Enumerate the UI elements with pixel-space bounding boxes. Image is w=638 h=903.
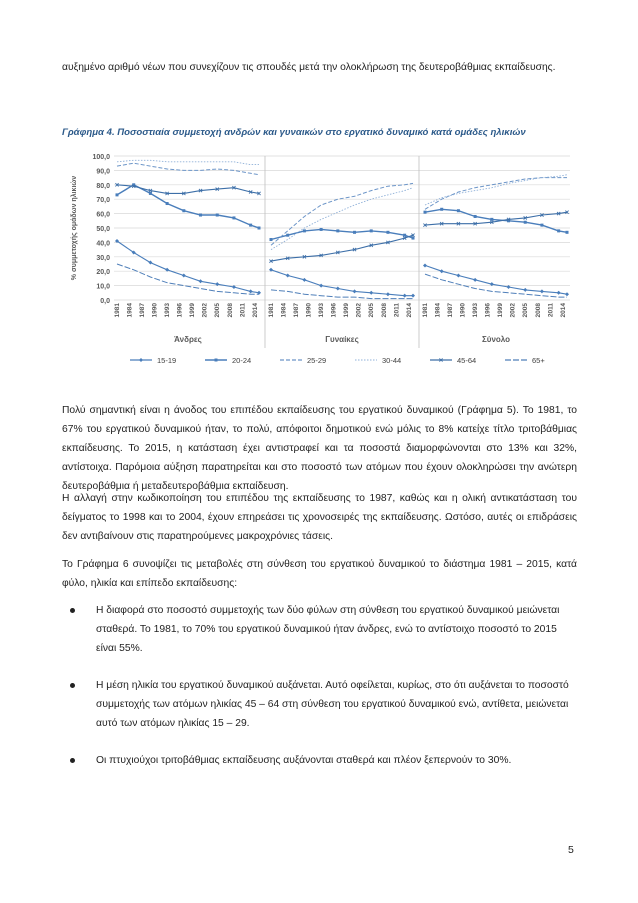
data-point	[403, 234, 406, 237]
x-tick-label: 1987	[139, 303, 147, 318]
bullet-text: Οι πτυχιούχοι τριτοβάθμιας εκπαίδευσης αυξάνονται σταθερά και πλέον ξεπερνούν το 30%.	[96, 755, 512, 766]
data-point	[440, 208, 443, 211]
x-tick-label: 1990	[305, 303, 313, 318]
x-tick-label: 1993	[318, 303, 326, 318]
x-tick-label: 1990	[151, 303, 159, 318]
y-tick-label: 0,0	[100, 298, 110, 305]
legend-label: 25-29	[307, 356, 327, 365]
x-tick-label: 2011	[393, 303, 401, 318]
data-point	[457, 209, 460, 212]
data-point	[199, 214, 202, 217]
x-tick-label: 1984	[280, 303, 288, 318]
x-tick-label: 2008	[534, 303, 542, 318]
bullet-item-gender	[62, 601, 577, 658]
panel-label: Σύνολο	[481, 335, 511, 344]
y-tick-label: 80,0	[96, 182, 110, 190]
paragraph-coding-change: Η αλλαγή στην κωδικοποίηση του επιπέδου της εκπαίδευσης το 1987, καθώς και η ολική αντικατάσταση του δείγματος το 1998 και το 2004, έχουν επηρεάσει τις χρονοσειρές της εκπαίδευσης. Ωστόσο, αυτές οι επιδράσεις δεν αντιβαίνουν στις παρατηρούμενες μακροχρόνιες τάσεις.	[62, 493, 577, 542]
x-tick-label: 2002	[509, 303, 517, 318]
legend-label: 65+	[532, 356, 545, 365]
x-tick-label: 1996	[484, 303, 492, 318]
bullet-text: Η μέση ηλικία του εργατικού δυναμικού αυξάνεται. Αυτό οφείλεται, κυρίως, στο ότι αυξάνεται το ποσοστό συμμετοχής των ατόμων ηλικίας 45 – 64 στη σύνθεση του εργατικού δυναμικού ενώ, αντίθετα, μειώνεται αυτό των ατόμων ηλικίας 15 – 29.	[96, 680, 569, 729]
bullet-dot-icon	[70, 608, 75, 613]
legend-marker	[215, 359, 218, 362]
chart-figure	[62, 148, 582, 374]
data-point	[557, 229, 560, 232]
data-point	[249, 224, 252, 227]
page-number: 5	[568, 844, 574, 856]
paragraph-graph6-intro: Το Γράφημα 6 συνοψίζει τις μεταβολές στη σύνθεση του εργατικού δυναμικού το διάστημα 1981 – 2015, κατά φύλο, ηλικία και επίπεδο εκπαίδευσης:	[62, 559, 577, 589]
data-point	[386, 231, 389, 234]
x-tick-label: 2005	[214, 303, 222, 318]
x-tick-label: 1984	[126, 303, 134, 318]
data-point	[303, 229, 306, 232]
legend-label: 15-19	[157, 356, 177, 365]
x-tick-label: 2014	[405, 303, 413, 318]
data-point	[524, 221, 527, 224]
y-tick-label: 10,0	[96, 283, 110, 291]
x-tick-label: 2002	[355, 303, 363, 318]
data-point	[336, 229, 339, 232]
data-point	[474, 215, 477, 218]
paragraph-education: Πολύ σημαντική είναι η άνοδος του επιπέδου εκπαίδευσης του εργατικού δυναμικού (Γράφημα 5). Το 1981, το 67% του εργατικού δυναμικού ήταν, το πολύ, απόφοιτοι δημοτικού ενώ μόλις το 8% κατείχε τίτλο τριτοβάθμιας εκπαίδευσης. Το 2015, η κατάσταση έχει αντιστραφεί και τα ποσοστά διαμορφώνονται στο 13% και 32%, αντίστοιχα. Παρόμοια αύξηση παρατηρείται και στο ποσοστό των ατόμων που έχουν ολοκληρώσει την ανώτερη δευτεροβάθμια ή μεταδευτεροβάθμια εκπαίδευση.	[62, 405, 577, 492]
x-tick-label: 1999	[497, 303, 505, 318]
data-point	[182, 209, 185, 212]
x-tick-label: 2005	[368, 303, 376, 318]
figure-caption: Γράφημα 4. Ποσοστιαία συμμετοχή ανδρών και γυναικών στο εργατικό δυναμικό κατά ομάδες ηλικιών	[62, 127, 526, 138]
data-point	[370, 229, 373, 232]
x-tick-label: 1993	[164, 303, 172, 318]
x-tick-label: 1999	[343, 303, 351, 318]
bullet-dot-icon	[70, 758, 75, 763]
x-tick-label: 1981	[268, 303, 275, 318]
x-tick-label: 1984	[434, 303, 442, 318]
y-tick-label: 40,0	[96, 240, 110, 248]
y-tick-label: 20,0	[96, 269, 110, 277]
data-point	[353, 231, 356, 234]
bullet-dot-icon	[70, 683, 75, 688]
data-point	[286, 234, 289, 237]
y-tick-label: 90,0	[96, 168, 110, 176]
x-tick-label: 2002	[201, 303, 209, 318]
x-tick-label: 1987	[293, 303, 301, 318]
y-tick-label: 60,0	[96, 211, 110, 219]
legend-label: 45-64	[457, 356, 477, 365]
panel-label: Άνδρες	[174, 335, 202, 344]
x-tick-label: 1993	[472, 303, 480, 318]
x-tick-label: 2008	[380, 303, 388, 318]
intro-paragraph: αυξημένο αριθμό νέων που συνεχίζουν τις σπουδές μετά την ολοκλήρωση της δευτεροβάθμιας εκπαίδευσης.	[62, 62, 556, 73]
data-point	[270, 238, 273, 241]
x-tick-label: 2014	[559, 303, 567, 318]
data-point	[424, 211, 427, 214]
x-tick-label: 1999	[189, 303, 197, 318]
bullet-text: Η διαφορά στο ποσοστό συμμετοχής των δύο φύλων στη σύνθεση του εργατικού δυναμικού μειώνεται σταθερά. Το 1981, το 70% του εργατικού δυναμικού ήταν άνδρες, ενώ το αντίστοιχο ποσοστό το 2015 είναι 55%.	[96, 605, 560, 654]
y-tick-label: 100,0	[92, 154, 110, 161]
x-tick-label: 1990	[459, 303, 467, 318]
x-tick-label: 1996	[176, 303, 184, 318]
x-tick-label: 2011	[239, 303, 247, 318]
x-tick-label: 1981	[422, 303, 429, 318]
data-point	[166, 202, 169, 205]
y-tick-label: 30,0	[96, 254, 110, 262]
bullet-list	[62, 601, 577, 770]
data-point	[490, 218, 493, 221]
bullet-item-tertiary	[62, 751, 577, 770]
chart-svg	[62, 148, 582, 374]
x-tick-label: 1981	[114, 303, 121, 318]
x-tick-label: 2008	[226, 303, 234, 318]
data-point	[216, 214, 219, 217]
data-point	[320, 228, 323, 231]
y-tick-label: 50,0	[96, 226, 110, 233]
x-tick-label: 2005	[522, 303, 530, 318]
bullet-item-age	[62, 676, 577, 733]
data-point	[232, 216, 235, 219]
data-point	[258, 227, 261, 230]
data-point	[566, 231, 569, 234]
x-tick-label: 2011	[547, 303, 555, 318]
panel-label: Γυναίκες	[325, 335, 359, 344]
data-point	[412, 237, 415, 240]
legend-label: 30-44	[382, 356, 402, 365]
y-tick-label: 70,0	[96, 197, 110, 205]
legend-marker	[139, 358, 143, 362]
x-tick-label: 1996	[330, 303, 338, 318]
legend-label: 20-24	[232, 356, 252, 365]
x-tick-label: 2014	[251, 303, 259, 318]
data-point	[116, 193, 119, 196]
data-point	[540, 224, 543, 227]
x-tick-label: 1987	[447, 303, 455, 318]
y-axis-label: % συμμετοχής ομάδων ηλικιών	[71, 175, 78, 281]
data-point	[149, 192, 152, 195]
